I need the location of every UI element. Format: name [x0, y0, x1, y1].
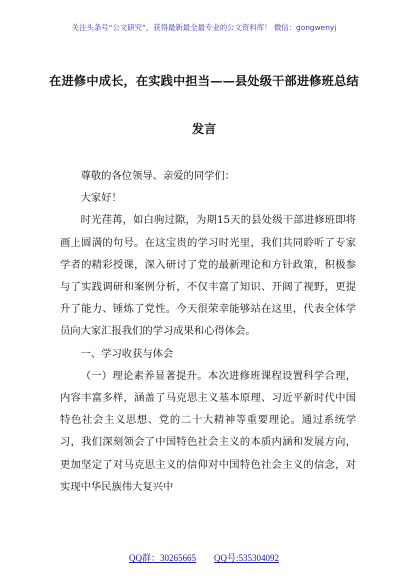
qq-number-text: QQ号:535304092: [214, 553, 279, 563]
greeting: 大家好！: [80, 192, 122, 205]
document-title: 在进修中成长，在实践中担当——县处级干部进修班总结: [49, 74, 359, 88]
footer-contact: [0, 551, 408, 564]
section-heading: 一、学习收获与体会: [80, 347, 174, 360]
header-banner: 关注头条号“公文研究”，获得最新最全最专业的公文资料库！ 微信：gongwenyj: [71, 23, 337, 32]
qq-group-text: QQ群：30265665: [129, 553, 196, 563]
salutation: 尊敬的各位领导、亲爱的同学们：: [80, 170, 236, 182]
paragraph: （一）理论素养显著提升。本次进修班课程设置科学合理，内容丰富多样，涵盖了马克思主义基本原理、习近平新时代中国特色社会主义思想、党的二十大精神等重要理论。通过系统学习，我们深刻领会了中国特色社会主义的本质内涵和发展方向，更加坚定了对马克思主义的信仰对中国特色社会主义的信念，对实现中华民族伟大复兴中: [60, 369, 356, 493]
document-body: [60, 165, 356, 498]
paragraph: 时光荏苒，如白驹过隙，为期15天的县处级干部进修班即将画上圆满的句号。在这宝贵的学习时光里，我们共同聆听了专家学者的精彩授课，深入研讨了党的最新理论和方针政策，积极参与了实践调研和案例分析，不仅丰富了知识、开阔了视野，更提升了能力、锤炼了党性。今天很荣幸能够站在这里，代表全体学员向大家汇报我们的学习成果和心得体会。: [60, 214, 356, 338]
document-title-continuation: 发言: [191, 122, 217, 136]
